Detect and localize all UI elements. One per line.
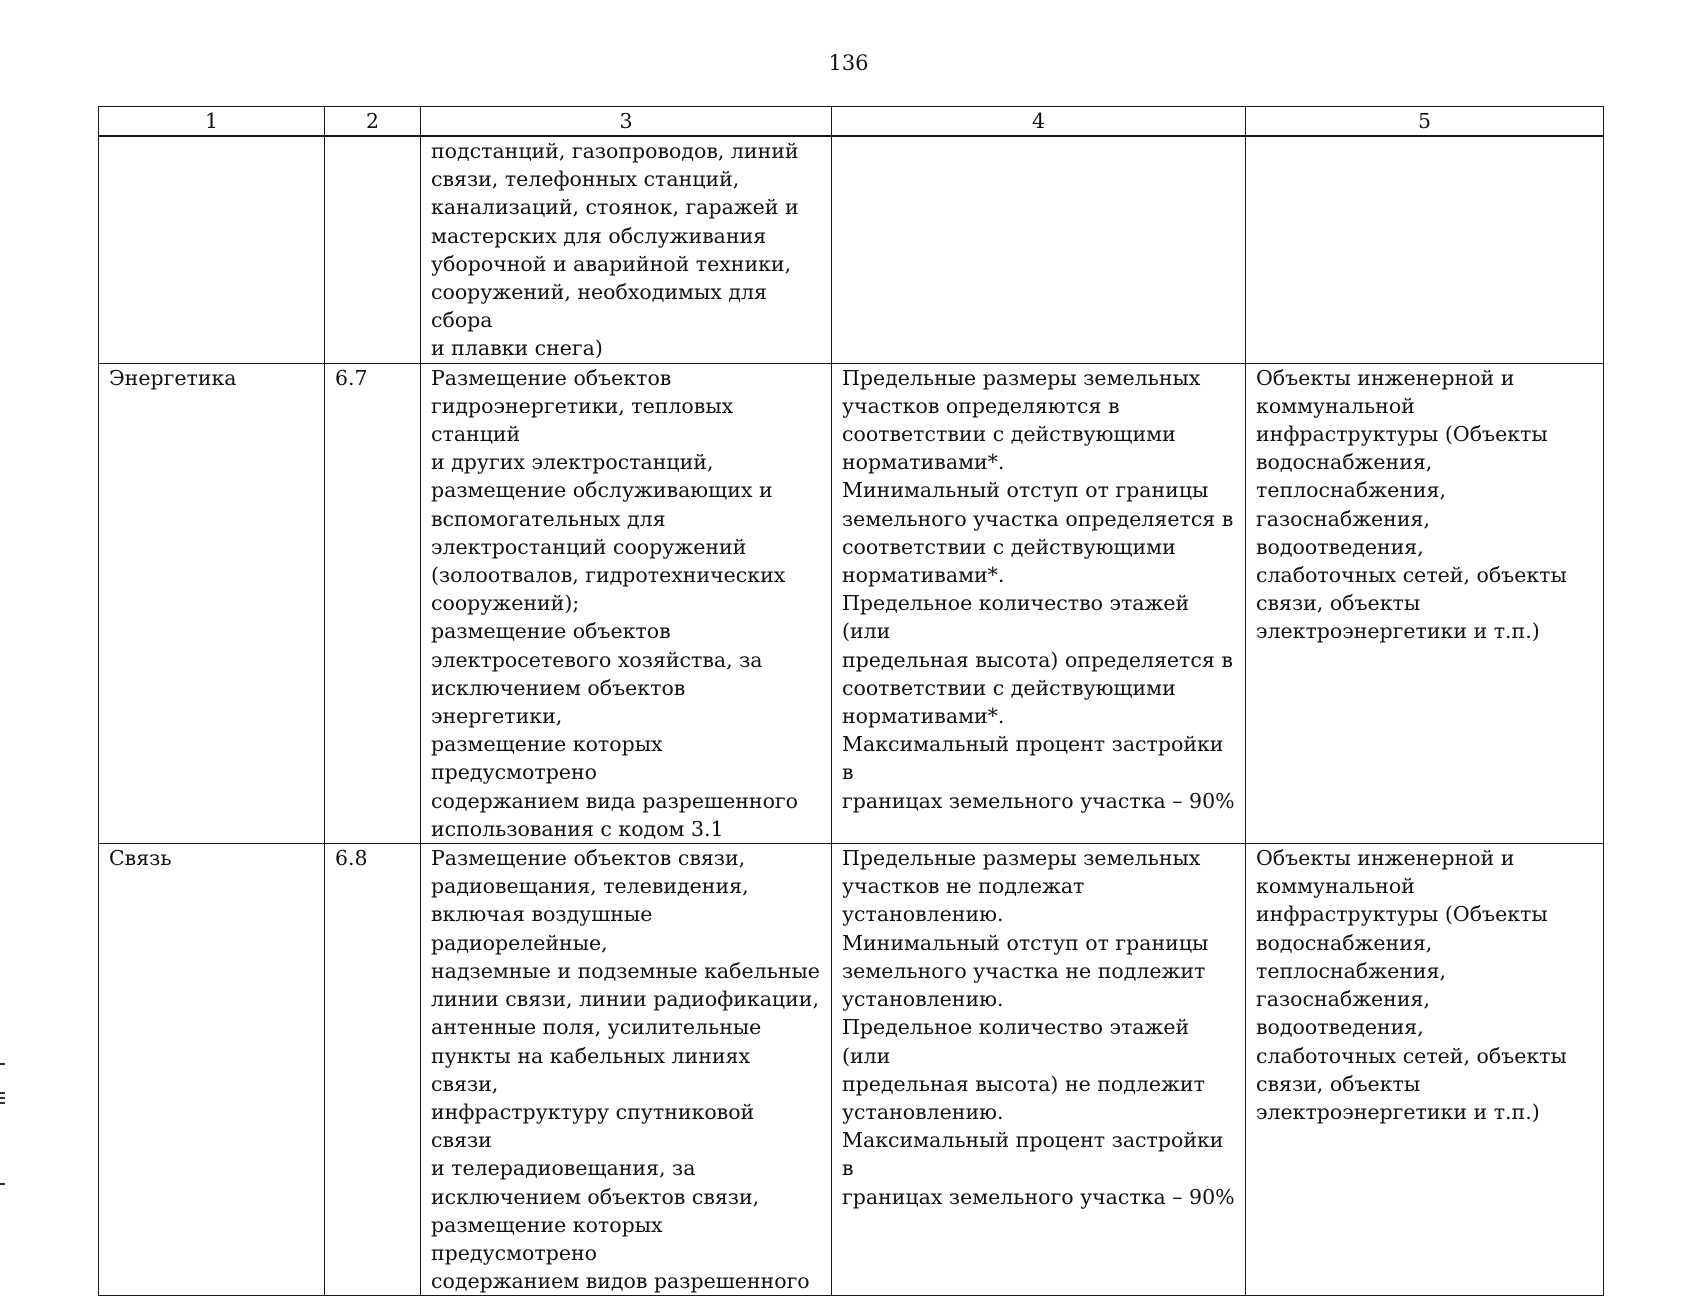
cell-code: 6.7 (325, 363, 421, 843)
cell-name (99, 136, 325, 363)
land-use-table (98, 106, 1604, 1296)
scan-margin-mark (0, 1092, 5, 1094)
header-col-5: 5 (1246, 107, 1604, 137)
scan-margin-mark (0, 1102, 5, 1104)
scan-margin-mark (0, 1183, 5, 1185)
cell-parameters (832, 136, 1246, 363)
cell-objects: Объекты инженерной и коммунальной инфраструктуры (Объекты водоснабжения, теплоснабжения, газоснабжения, водоотведения, слаботочных сетей, объекты связи, объекты электроэнергетики и т.п.) (1246, 363, 1604, 843)
page-number: 136 (828, 51, 869, 75)
cell-description: Размещение объектов гидроэнергетики, тепловых станций и других электростанций, размещение обслуживающих и вспомогательных для электростанций сооружений (золоотвалов, гидротехнических сооружений); размещение объектов электросетевого хозяйства, за исключением объектов энергетики, размещение которых предусмотрено содержанием вида разрешенного использования с кодом 3.1 (421, 363, 832, 843)
table-row-svyaz (99, 844, 1604, 1296)
scan-margin-mark (0, 1063, 5, 1065)
cell-code (325, 136, 421, 363)
cell-name: Энергетика (99, 363, 325, 843)
table-row-continuation (99, 136, 1604, 363)
cell-objects (1246, 136, 1604, 363)
cell-description: подстанций, газопроводов, линий связи, телефонных станций, канализаций, стоянок, гаражей и мастерских для обслуживания уборочной и аварийной техники, сооружений, необходимых для сбора и плавки снега) (421, 136, 832, 363)
cell-objects: Объекты инженерной и коммунальной инфраструктуры (Объекты водоснабжения, теплоснабжения, газоснабжения, водоотведения, слаботочных сетей, объекты связи, объекты электроэнергетики и т.п.) (1246, 844, 1604, 1296)
table-body (99, 136, 1604, 1296)
cell-code: 6.8 (325, 844, 421, 1296)
table-header (99, 107, 1604, 137)
cell-parameters: Предельные размеры земельных участков определяются в соответствии с действующими нормативами*. Минимальный отступ от границы земельного участка определяется в соответствии с действующими нормативами*. Предельное количество этажей (или предельная высота) определяется в соответствии с действующими нормативами*. Максимальный процент застройки в границах земельного участка – 90% (832, 363, 1246, 843)
header-col-3: 3 (421, 107, 832, 137)
scan-margin-mark (0, 1097, 5, 1099)
header-row (99, 107, 1604, 137)
cell-description: Размещение объектов связи, радиовещания, телевидения, включая воздушные радиорелейные, надземные и подземные кабельные линии связи, линии радиофикации, антенные поля, усилительные пункты на кабельных линиях связи, инфраструктуру спутниковой связи и телерадиовещания, за исключением объектов связи, размещение которых предусмотрено содержанием видов разрешенного (421, 844, 832, 1296)
header-col-4: 4 (832, 107, 1246, 137)
cell-name: Связь (99, 844, 325, 1296)
table-row-energetika (99, 363, 1604, 843)
header-col-1: 1 (99, 107, 325, 137)
cell-parameters: Предельные размеры земельных участков не подлежат установлению. Минимальный отступ от границы земельного участка не подлежит установлению. Предельное количество этажей (или предельная высота) не подлежит установлению. Максимальный процент застройки в границах земельного участка – 90% (832, 844, 1246, 1296)
header-col-2: 2 (325, 107, 421, 137)
